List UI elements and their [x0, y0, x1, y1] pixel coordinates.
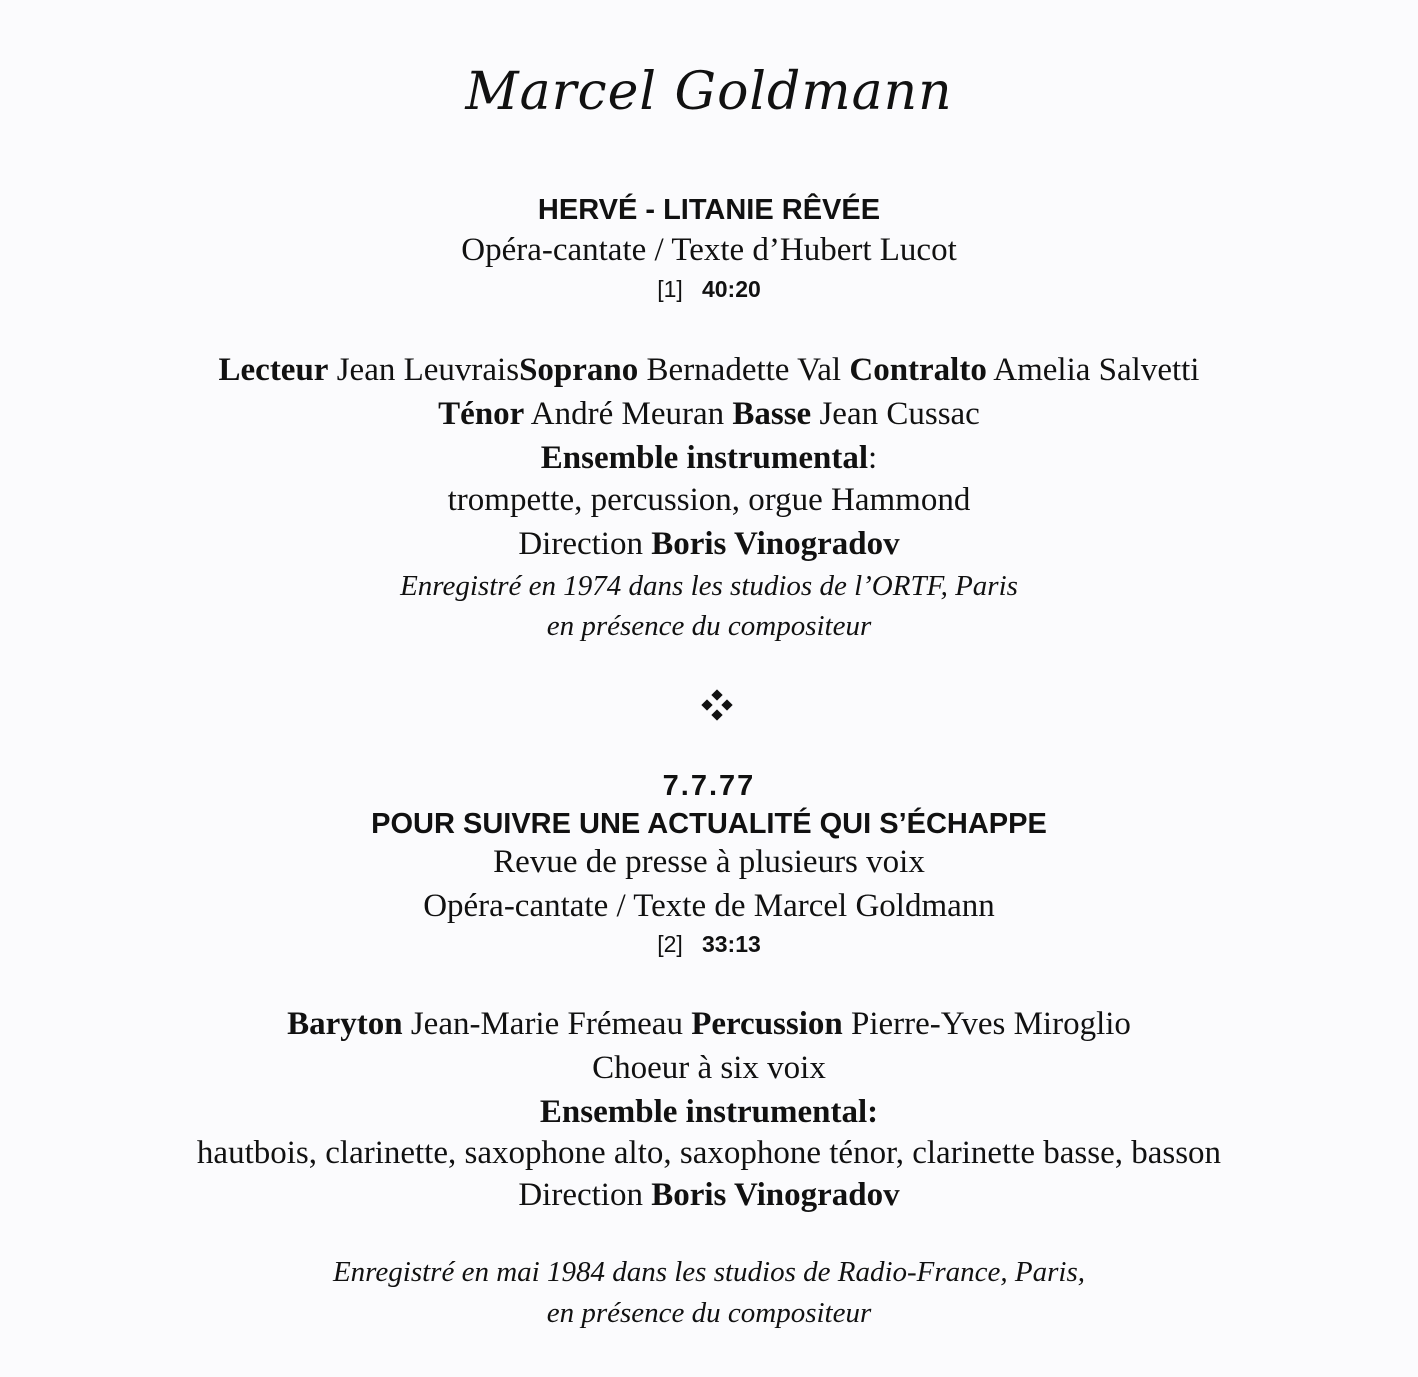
work1-recording-note-2: en présence du compositeur — [546, 610, 872, 642]
role-percussion: Percussion — [691, 1006, 843, 1042]
work1-direction — [0, 526, 1418, 563]
work2-instruments: hautbois, clarinette, saxophone alto, saxophone ténor, clarinette basse, basson — [196, 1135, 1222, 1171]
role-contralto: Contralto — [849, 352, 987, 388]
role-soprano: Soprano — [519, 352, 639, 388]
work2-direction — [0, 1177, 1418, 1214]
work1-performers-line2 — [0, 396, 1418, 433]
role-tenor: Ténor — [438, 396, 525, 432]
work2-ensemble-heading — [0, 1094, 1418, 1131]
work2-subtitle-2: Opéra-cantate / Texte de Marcel Goldmann — [423, 888, 995, 924]
ensemble-label: Ensemble instrumental — [540, 440, 869, 476]
work1-performers-line1 — [0, 352, 1418, 389]
direction-label: Direction — [518, 526, 652, 562]
performer-name: Pierre-Yves Miroglio — [842, 1006, 1131, 1042]
work1-subtitle: Opéra-cantate / Texte d’Hubert Lucot — [461, 232, 957, 268]
work2-date: 7.7.77 — [662, 770, 756, 802]
work2-performers-line1 — [0, 1006, 1418, 1043]
work2-subtitle-1: Revue de presse à plusieurs voix — [493, 844, 925, 880]
performer-name: Bernadette Val — [638, 352, 850, 388]
conductor-name: Boris Vinogradov — [651, 1177, 900, 1213]
work2-track-info — [0, 931, 1418, 958]
composer-name: Marcel Goldmann — [465, 62, 953, 122]
performer-name: Jean-Marie Frémeau — [402, 1006, 692, 1042]
work2-recording-note-1: Enregistré en mai 1984 dans les studios de Radio-France, Paris, — [332, 1256, 1086, 1288]
performer-name: André Meuran — [524, 396, 733, 432]
work1-instruments: trompette, percussion, orgue Hammond — [447, 482, 971, 518]
work2-recording-note-2: en présence du compositeur — [546, 1297, 872, 1329]
performer-name: Jean Cussac — [811, 396, 980, 432]
work1-track-info — [0, 276, 1418, 303]
role-lecteur: Lecteur — [218, 352, 329, 388]
work2-choir: Choeur à six voix — [592, 1050, 826, 1086]
work2-title: POUR SUIVRE UNE ACTUALITÉ QUI S’ÉCHAPPE — [371, 808, 1047, 840]
work1-title: HERVÉ - LITANIE RÊVÉE — [537, 194, 881, 226]
role-basse: Basse — [732, 396, 812, 432]
work1-track-number: [1] — [657, 276, 683, 302]
ensemble-colon: : — [868, 440, 878, 476]
performer-name: Amelia Salvetti — [986, 352, 1200, 388]
work2-duration: 33:13 — [701, 931, 761, 957]
role-baryton: Baryton — [287, 1006, 403, 1042]
conductor-name: Boris Vinogradov — [651, 526, 900, 562]
work1-recording-note-1: Enregistré en 1974 dans les studios de l’ORTF, Paris — [400, 570, 1018, 602]
work2-track-number: [2] — [657, 931, 683, 957]
direction-label: Direction — [518, 1177, 652, 1213]
performer-name: Jean Leuvrais — [328, 352, 520, 388]
ensemble-label: Ensemble instrumental: — [539, 1094, 879, 1130]
work1-duration: 40:20 — [701, 276, 761, 302]
work1-ensemble-heading — [0, 440, 1418, 477]
diamond-ornament-icon — [700, 688, 734, 722]
